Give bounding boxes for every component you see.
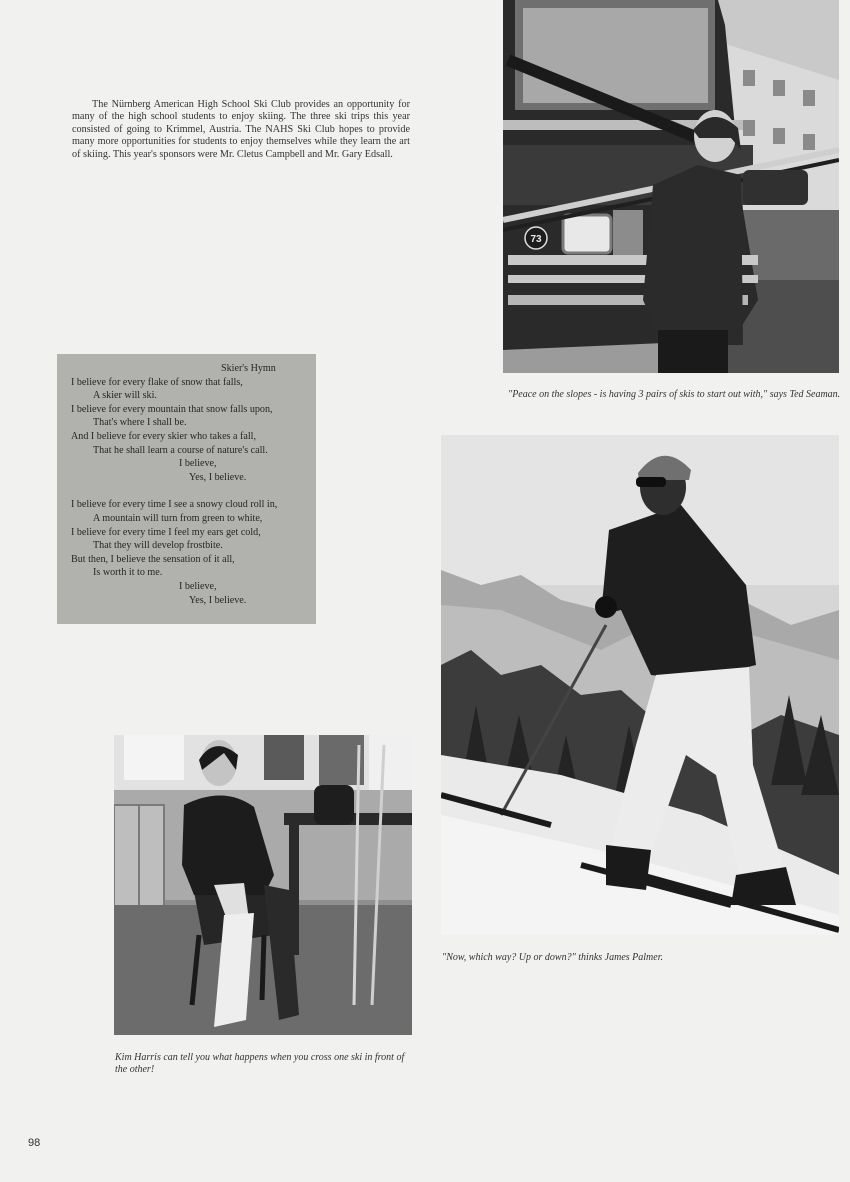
bus-number: 73 (530, 234, 542, 245)
poem-line: That he shall learn a course of nature's call. (93, 444, 268, 456)
bus-photo-image (503, 0, 839, 373)
poem-box (57, 354, 316, 624)
poem-line: I believe, (179, 458, 217, 470)
intro-paragraph: The Nürnberg American High School Ski Club provides an opportunity for many of the high school students to enjoy skiing. The three ski trips this year consisted of going to Krimmel, Austria. The NAHS Ski Club hopes to provide many more opportunities for students to enjoy themselves while they learn the art of skiing. This year's sponsors were Mr. Cletus Campbell and Mr. Gary Edsall. (72, 99, 410, 160)
poem-line: A mountain will turn from green to white, (93, 512, 263, 524)
poem-line: I believe for every time I feel my ears get cold, (71, 526, 261, 538)
poem-line: But then, I believe the sensation of it all, (71, 553, 235, 565)
skier-photo (441, 435, 839, 935)
poem-title: Skier's Hymn (221, 363, 276, 374)
poem-line: I believe for every flake of snow that falls, (71, 376, 243, 388)
skier-photo-caption: "Now, which way? Up or down?" thinks James Palmer. (442, 952, 663, 963)
poem-line: I believe for every time I see a snowy cloud roll in, (71, 499, 278, 511)
room-photo (114, 735, 412, 1035)
poem-line: Yes, I believe. (189, 594, 247, 606)
poem-line: A skier will ski. (93, 390, 157, 402)
room-photo-image (114, 735, 412, 1035)
page-number: 98 (28, 1137, 41, 1149)
poem-line: Is worth it to me. (93, 567, 163, 579)
skier-photo-image (441, 435, 839, 935)
poem-line: That they will develop frostbite. (93, 540, 223, 552)
bus-photo-caption: "Peace on the slopes - is having 3 pairs of skis to start out with," says Ted Seaman. (508, 389, 841, 400)
bus-photo (503, 0, 839, 373)
poem-line: Yes, I believe. (189, 471, 247, 483)
poem-line: That's where I shall be. (93, 417, 187, 429)
poem-line: I believe, (179, 580, 217, 592)
poem-line: And I believe for every skier who takes a fall, (71, 430, 256, 442)
poem-line: I believe for every mountain that snow falls upon, (71, 403, 273, 415)
room-photo-caption: Kim Harris can tell you what happens when you cross one ski in front of the other! (115, 1052, 405, 1075)
